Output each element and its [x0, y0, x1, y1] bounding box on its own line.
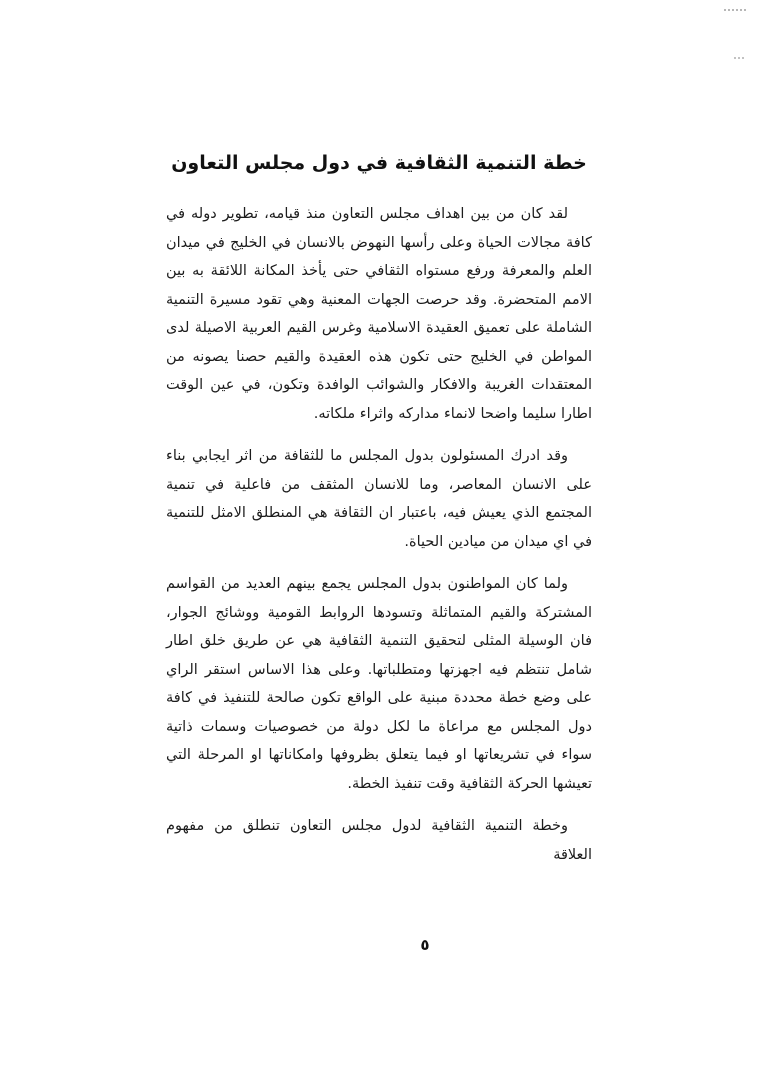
text-block: [166, 152, 592, 869]
paragraph-2: وقد ادرك المسئولون بدول المجلس ما للثقافة من اثر ايجابي بناء على الانسان المعاصر، وما للانسان المثقف من فاعلية في تنمية المجتمع الذي يعيش فيه، باعتبار ان الثقافة هي المنطلق الامثل للتنمية في اي ميدان من ميادين الحياة.: [166, 448, 592, 550]
paragraph-3: ولما كان المواطنون بدول المجلس يجمع بينهم العديد من القواسم المشتركة والقيم المتماثلة وتسودها الروابط القومية ووشائج الجوار، فان الوسيلة المثلى لتحقيق التنمية الثقافية هي عن طريق خلق اطار شامل تنتظم فيه اجهزتها ومتطلباتها. وعلى هذا الاساس استقر الراي على وضع خطة محددة مبنية على الواقع تكون صالحة للتنفيذ في كافة دول المجلس مع مراعاة ما لكل دولة من خصوصيات وسمات ذاتية سواء في تشريعاتها او فيما يتعلق بظروفها وامكاناتها او المرحلة التي تعيشها الحركة الثقافية وقت تنفيذ الخطة.: [166, 576, 592, 792]
page-number: ٥: [420, 936, 430, 954]
paragraph-1: لقد كان من بين اهداف مجلس التعاون منذ قيامه، تطوير دوله في كافة مجالات الحياة وعلى رأسها النهوض بالانسان في الخليج في ميدان العلم والمعرفة ورفع مستواه الثقافي حتى يأخذ المكانة اللائقة به بين الامم المتحضرة. وقد حرصت الجهات المعنية وهي تقود مسيرة التنمية الشاملة على تعميق العقيدة الاسلامية وغرس القيم العربية الاصيلة لدى المواطن في الخليج حتى تكون هذه العقيدة والقيم حصنا يصونه من المعتقدات الغريبة والافكار والشوائب الوافدة وتكون، في عين الوقت اطارا سليما واضحا لانماء مداركه واثراء ملكاته.: [166, 206, 592, 422]
paragraph-4: وخطة التنمية الثقافية لدول مجلس التعاون تنطلق من مفهوم العلاقة: [166, 818, 592, 863]
scan-artifact-mark-corner: [734, 54, 744, 59]
page-title: خطة التنمية الثقافية في دول مجلس التعاون: [171, 152, 587, 174]
scan-artifact-mark-top: [724, 6, 746, 11]
